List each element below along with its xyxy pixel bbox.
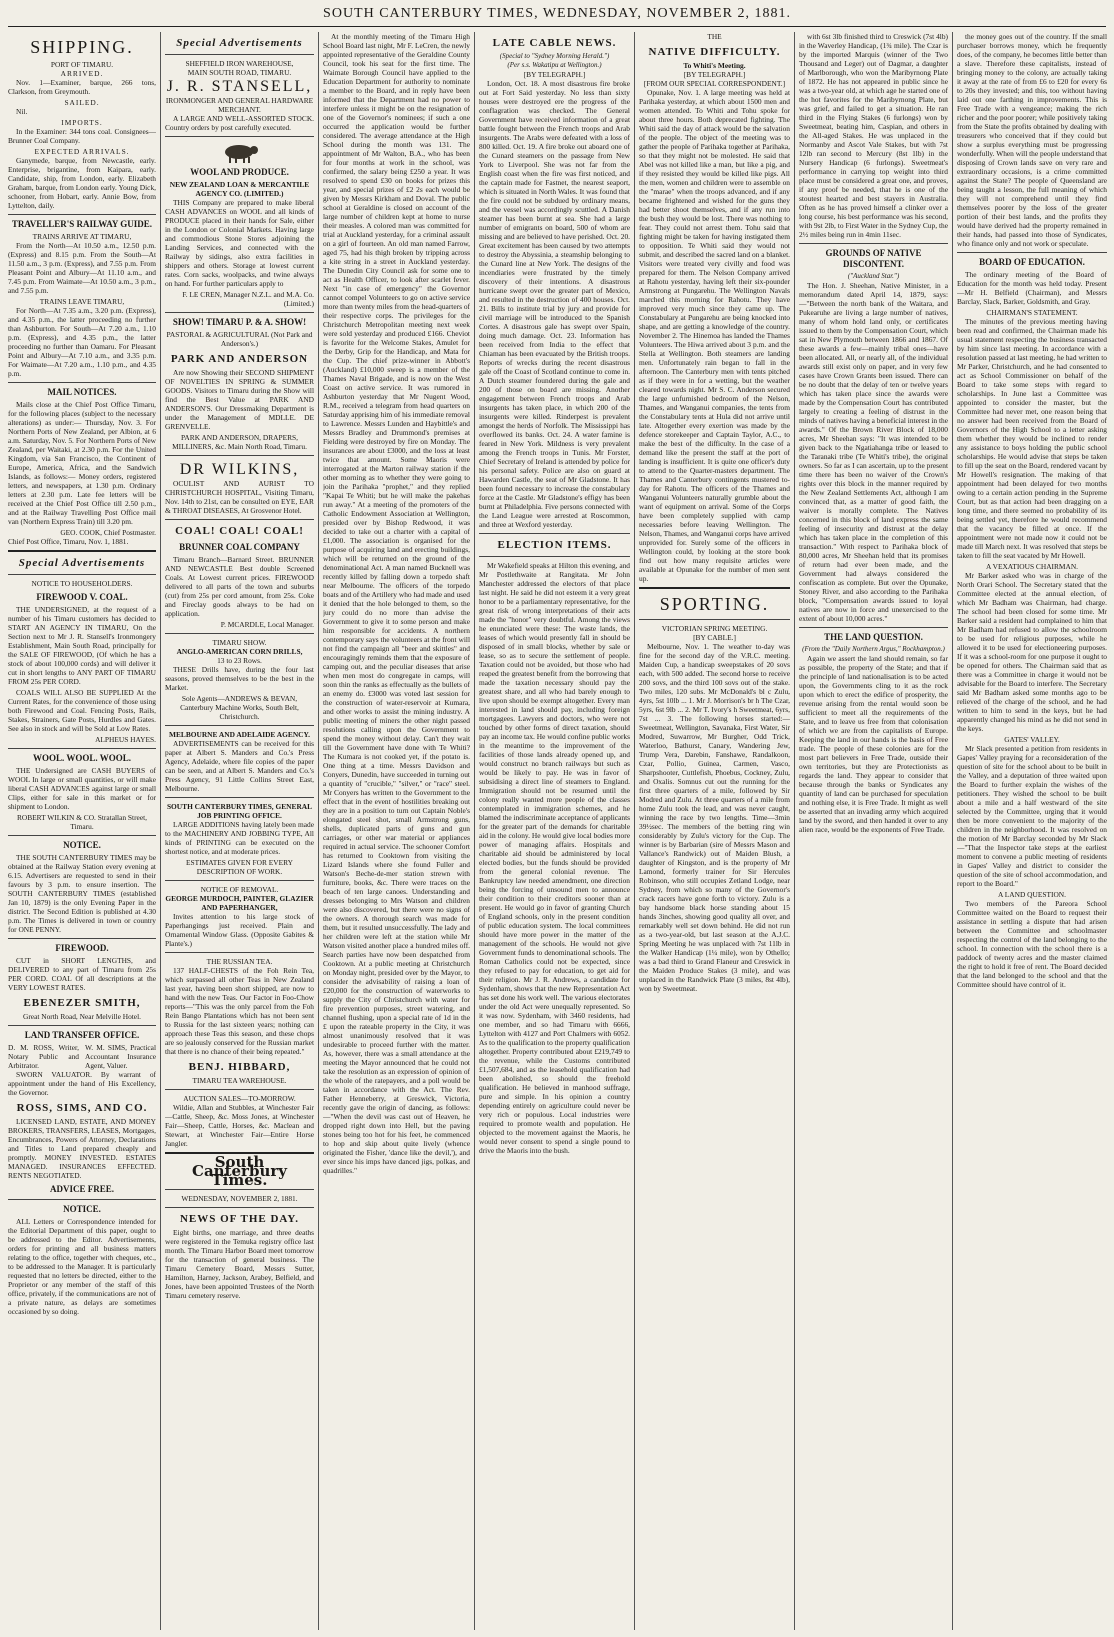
firewood2-title: FIREWOOD. [55, 943, 109, 953]
board-title: BOARD OF EDUCATION. [979, 257, 1085, 267]
sheffield-address: MAIN SOUTH ROAD, TIMARU. [187, 68, 292, 77]
firewood-text: THE UNDERSIGNED, at the request of a number of his Timaru customers has decided to START AN AGENCY IN TIMARU, On the Section next to Mr J. R. Stansell's Ironmongery Establishment, Main South Road, principally for the SALE OF FIREWOOD, (Of which he has a stock of about 100,000 cords) and will deliver it cut in short lengths to ANY PART OF TIMARU FROM 25s PER CORD. [8, 605, 156, 686]
notice2-title: NOTICE. [63, 1204, 101, 1214]
column-6 [799, 32, 948, 1630]
native-text: Opunake, Nov. 1. A large meeting was held at Parihaka yesterday, at which about 1500 men and women attended. To Whiti and Tohu spoke for about three hours. Both deprecated fighting. The Whiti said the day of attack would be the salvation of the people. The object of the meeting was to gather the people of Parihaka together at Parihaka, so that they might not be molested. He said that Abel was not killed like a man, but like a pig, and if they resisted they would be killed like pigs. All the men, women and children were to assemble on the "marae" when the troops advanced, and if any became frightened and wished for the guns they had better shoot themselves, and if any run into the bush they would be lost. There was nothing to fear. They could not arrest them. Tohu said that fighting might be taken for having instigated them to opposition. Te Whiti said they would not submit, and described the sacred land on a blanket. Visitors were treated very civilly and food was prepared for them. The Nelson Company arrived at Rahotu yesterday, having left their six-pounder Armstrong at Pungarehu. The Wellington Navals marched this morning for Rahotu. They have improved very much since they came up. The Constabulary at Pungarehu are being knocked into shape, and are getting a knowledge of the country. November 2. The Hinemoa has landed the Thames Volunteers. The Hiwa arrived about 3 p.m. and the Stella at Wellington. Both steamers are landing men. Unfortunately rain began to fall in the afternoon. The Canterbury men with tents pitched as if they were in for a wetting, but the weather cleared towards night. Mr S. C. Anderson secured the large unfurnished bedroom of the Nelson, Thames, and Wanganui companies, the tents from the Constabulary tents at Hula did not arrive until late. Altogether every exertion was made by the defence storekeeper and Captain Taylor, A.C., to make the best of the difficulty. In the case of a demand like the present the staff at the port of landing is insufficient. It is quite one officer's duty to attend to the Quarter-masters department. The Thames and Canterbury contingents mustered to-day for Rahotu. The officers of the Thames and Wanganui Volunteers naturally grumble about the want of equipment on arrival. Some of the Corps have been completely supplied with camp necessaries before leaving Wellington. The Nelson, Thames, and Wanganui corps have arrived unprovided for. Surely some of the officers in Wellington could, by looking at the store book find out how many requisite articles were available at Opunake for the number of men sent up. [639, 88, 790, 583]
wool-sign: ROBERT WILKIN & CO. Stratallan Street, Timaru. [16, 813, 148, 831]
notice-title: NOTICE. [63, 840, 101, 850]
nzloan-text: THIS Company are prepared to make liberal CASH ADVANCES on WOOL and all kinds of PRODUCE placed in their hands for Sale, either in the London or Colonial Markets. Having large and commodious Stone Stores adjoining the Landing Services, and connected with the Railway by sidings, also extra facilities in shippers and others. Storage at lowest current rates. Corn sacks, woolpacks, and twine always on hand. For further particulars apply to [165, 198, 314, 288]
election-title: ELECTION ITEMS. [497, 539, 612, 551]
cable-text: London, Oct. 18. A most disastrous fire broke out at Fort Said yesterday. No less than sixty houses were destroyed ere the progress of the conflagration was checked. The General Government have received information of a great battle fought between the French troops and Arab insurgents. The Arabs were defeated with a loss of 800 killed. Oct. 19. A fire broke out aboard one of the Cunard steamers on the passage from New York to Liverpool. She was not far from the English coast when the fire was first noticed, and the captain made for Fastnet, the nearest seaport, which is situated in North Wales. It was found that the fire could not be subdued by ordinary means, and the vessel was accordingly scuttled. A Danish steamer has been burnt at sea. She had a large number of emigrants on board, 500 of whom are missing and are believed to have perished. Oct. 20. Great excitement has been caused by two attempts to destroy the Abyssinia, a steamship belonging to the Cunard line at New York. The designs of the incendiaries were frustrated by the timely discovery of their intentions. A disastrous hurricane swept over the greater part of Mexico, and resulted in the destruction of 400 houses. Oct. 21. Bills to institute trial by jury and provide for civil marriage will be introduced to the Spanish Cortes. A disastrous gale has swept over Spain, doing much damage. Oct. 23. Information has been received from India to the effect that Chiaman has been evacuated by the British troops. Reports of wrecks during the recent disastrous gale off the Coast of Scotland continue to come in. A Dutch steamer foundered during the gale and 200 of those on board are missing. Another engagement between French troops and Arab insurgents has taken place, in which 200 of the insurgents were killed. Rinderpest is prevalent amongst the herds of Norfolk. The Mississippi has overflowed its banks. Oct. 24. A water famine is feared in New York. Mildness is very prevalent among the French troops in Tunis. Mr Forster, Chief Secretary of Ireland is attended by police for his personal safety. Police are also on guard at Hawarden Castle, the seat of Mr Gladstone. It has been found necessary to increase the constabulary force at the Castle. Mr Gladstone's effigy has been burnt at Philadelphia. Five persons connected with the Land League were arrested at Roscommon, and three at Wexford yesterday. [479, 79, 630, 529]
land-question-text: Again we assert the land should remain, so far as possible, the property of the State; and that if the principle of land nationalisation is to be acted upon, the Governments cling to it as the rock upon which to erect the edifice of prosperity, the revenue arising from the rental would soon be sufficient to meet all the requirements of the State, and to leave us free from that colonisation of which we are from the capitalists of Europe. Keeping the land in our hands is the basis of Free trade. The people of these colonies are for the most part believers in Free Trade, outside their own territories, but they are Protectionists as regards the land. They appear to consider that because through the banks or Syndicates any quantity of land can be purchased for speculation and nothing else, it is Free Trade. It might as well be asserted that an invading army which acquired land by the sword, and then handed it over to any alien race, would be the exponents of Free Trade. [799, 654, 948, 834]
mail-text: Mails close at the Chief Post Office Timaru, for the following places (subject to the necessary alterations) as under:— Thursday, Nov. 3. For Northern Ports of New Zealand, per Albion, at 6 a.m. Saturday, Nov. 5. For Northern Ports of New Zealand, per Waitaki, at 2.30 p.m. For the United Kingdom, via San Francisco, the Continent of Europe, America, Africa, and the Sandwich Islands, as follows:— Money orders, registered letters, and newspapers, at 1.30 p.m. Ordinary letters at 2.30 p.m. Late fee letters will be received at the Chief Post Office till 2.50 p.m., and at the Railway Travelling Post Office mail van (Northern Express Train) till 3.20 pm. [8, 400, 156, 526]
show-sub: PASTORAL & AGRICULTURAL (Not Park and Anderson's.) [166, 330, 313, 348]
land-continued: the money goes out of the country. If the small purchaser borrows money, which he frequently does, of the company, he becomes little better than a slave. Therefore these capitalists, instead of bringing money to the colony, are actually taking it away at the rate of from £6 to £20 for every 6s to 20s they invested; and this, too without having laid out one farthing in improvements. This is Free Trade with a vengeance; making the rich richer and the poor poorer; while positively taking from the State the profits obtained by dealing with treasurers who conceived that if they could but show a surplus everything must be progressing wonderfully. When will the people understand that disposing of Crown lands save on very rare and extraordinary occasions, is a crime committed against the State? The people of Queensland are being taught a lesson, the full meaning of which they will not comprehend until they find themselves poorer by the loss of the greater portion of their best lands, and the profits they would have derived had the property remained in their hands, had passed into those of Syndicates, who finance only and not work or speculate. [957, 32, 1107, 248]
householders-heading: NOTICE TO HOUSEHOLDERS. [31, 579, 133, 588]
vacancy-title: A VEXATIOUS CHAIRMAN. [985, 562, 1079, 571]
column-separator [474, 32, 475, 1630]
column-separator [952, 32, 953, 1630]
timaru-show: TIMARU SHOW. [212, 638, 267, 647]
column-5 [639, 32, 790, 1630]
auction-title: AUCTION SALES—TO-MORROW. [183, 1094, 296, 1103]
cable-title: LATE CABLE NEWS. [492, 37, 617, 49]
notice2-text: ALL Letters or Correspondence intended for the Editorial Department of this paper, ought to be addressed to the Editor. Advertisements, orders for printing and all business matters relating to the office, together with cheques, etc., to be addressed to the Manager. It is particularly requested that no letters be directed, either to the Proprietor or any member of the staff of this office, privately, if the communications are not of a private nature, as delays are sometimes occasioned by so doing. [8, 1217, 156, 1316]
firewood-title: FIREWOOD V. COAL. [36, 592, 128, 602]
native-title: NATIVE DIFFICULTY. [648, 46, 781, 58]
native-sub: To Whiti's Meeting. [683, 61, 746, 70]
cable-sub1: (Special to "Sydney Morning Herald.") [499, 52, 610, 60]
land-q-title: A LAND QUESTION. [998, 890, 1066, 899]
expected-label: EXPECTED ARRIVALS. [34, 147, 130, 156]
mail-title: MAIL NOTICES. [47, 387, 117, 397]
hibbard-name: BENJ. HIBBARD, [188, 1061, 291, 1073]
firewood2-text: CUT in SHORT LENGTHS, and DELIVERED to any part of Timaru from 25s PER CORD. COAL Of all descriptions at the VERY LOWEST RATES. [8, 956, 156, 992]
wilkins-title: DR WILKINS, [179, 461, 300, 478]
grounds-sub: ("Auckland Star.") [847, 272, 900, 280]
drills-text: THESE Drills have, during the four last seasons, proved themselves to be the best in the Market. [165, 665, 314, 692]
melbourne-text: ADVERTISEMENTS can be received for this paper at Albert S. Manders and Co.'s Press Agency, Adelaide, where file copies of the paper can be seen, and at Albert S. Manders and Co.'s Press Agency, 91 Little Collins Street East, Melbourne. [165, 739, 314, 793]
arrive-text: From the North—At 10.50 a.m., 12.50 p.m. (Express) and 8.15 p.m. From the South—At 11.50 a.m., 3 p.m. (Express), and 7.55 p.m. From Pleasant Point and Albury—At 11.10 a.m., and 7.45 p.m. From Waimate—At 10.50 a.m., 3 p.m., and 7.55 p.m. [8, 241, 156, 295]
land-question-title: THE LAND QUESTION. [824, 632, 923, 642]
sworn-text: SWORN VALUATOR. By warrant of appointment under the hand of His Excellency, the Governor. [8, 1070, 156, 1097]
chairman-title: CHAIRMAN'S STATEMENT. [986, 308, 1078, 317]
nzloan-title: NEW ZEALAND LOAN & MERCANTILE AGENCY CO. (LIMITED.) [169, 180, 310, 198]
land-left: D. M. ROSS, Writer, Notary Public and Arbitrator. [8, 1043, 79, 1070]
advice-free: ADVICE FREE. [49, 1184, 114, 1194]
wool-produce-title: WOOL AND PRODUCE. [190, 167, 289, 177]
news-continued-text: At the monthly meeting of the Timaru High School Board last night, Mr F. LeCren, the newly appointed representative of the Geraldine County Council, took his seat for the first time. The Waimate Borough Council have applied to the Education Department for authority to nominate a member to the Board, and in reply have been informed that the Department had no power to interfere unless it might be on the resignation of one of the Governor's nominees; if such a one occurred the application would be further considered. The average attendance at the High School during the month was 131. The appointment of Mr Walton, B.A., who has been for four months at work in the school, was confirmed, the salary being £250 a year. It was resolved to spend £30 on books for prizes this year, and special prizes of £2 2s each would be given by Messrs Kirkham and Doval. The public school at Geraldine is closed on account of the large number of children kept at home to nurse their measles. A colored man was committed for trial at Auckland yesterday, for a criminal assault on a girl of fourteen. An old man named Farrow, aged 75, had his thigh broken by tripping across a kite string in a street in Auckland yesterday. The Dunedin City Council ask for some one to act as Health Officer, to look after scarlet fever. Next "in case of emergency" the Governor cannot compel Volunteers to go on active service more than twenty miles from the head-quarters of their respective corps. The privileges for the Christchurch Metropolitan meeting next week were sold yesterday and produced £166. Cheviot is favorite for the Welcome Stakes, Amulet for the Derby, Grip for the Handicap, and Mata for the Cup. The chief prize-winner in Abbott's (Auckland) £10,000 sweep is a member of the Thames Naval Brigade, and is now on the West Coast on active service. It was rumored in Ashburton yesterday that Mr Nugent Wood, R.M., received a telegram from head quarters on Saturday apprising him of his immediate removal to Lawrence. Messrs Lunden and Haybittle's and Messrs Bradley and Drummond's premises at Fielding were destroyed by fire on Monday. The insurances are about £3000, and the loss at least twice that amount. Some Maoris were interrogated at the Marton railway station if the other morning as to whether they were going to join the Parihaka "prophet," and they replied "Kapai Te Whiti; but he will make the pakehas run away." At a meeting of the promoters of the Catholic Endowment Association at Wellington, presided over by Bishop Redwood, it was decided to take out a charter with a capital of £1,000. The association is organised for the purpose of acquiring land and erecting buildings, which will be returned on the ground of the denominational Act. A man named Bucknell was recently killed by falling down a torpedo shaft near Melbourne. The officers of the torpedo boats and of the Artillery who had made and used it denied that the hole belonged to them, so the jury could do no more than advise the Government to give it to some person and make him responsible for accidents. A northern contemporary says the volunteers at the front will not find the campaign all "beer and skittles" and encouragingly reminds them that the exposure of camping out, and the peculiar diseases that arise when men most do congregate in camps, will soon thin the ranks as effectually as the bullets of an enemy do. £3000 was voted last session for the construction of water-reservoir at Kumara, and other works to assist the mining industry. A public meeting of miners the other night passed resolutions calling upon the Government to spend the money without delay. Can't they wait till the Government have done with Te Whiti? The Kumara is not cooked yet, if the potato is. One thing at a time. Messrs Davidson and Conyers, Dunedin, have succeeded in turning out a quantity of "crucible," "silver," or "race" steel. Mr Conyers has written to the Government to the effect that in the event of hostilities breaking out they are in a position to turn out Captain Noble's elongated steel shot, small Armstrong guns, shells, duplicated parts of guns and gun carriages, or other war material or appliances required in actual service. The schooner Comfort has returned to Cooktown from visiting the Lizard Islands where she found Fuller and Watson's Beche-de-mer station strewn with furniture, books, &c. There were traces on the beach of ten large canoes. Understanding and dresses belonging to Mrs Watson and children were also discovered, but there were no signs of the owners. A thorough search was made for them, but it resulted unsuccessfully. The lady and her children were left at the station while Mr Watson visited another place a hundred miles off. Search parties have now been despatched from Cooktown. At a public meeting at Christchurch on Monday night, presided over by the Mayor, to consider the advisability of raising a loan of £20,000 for the construction of waterworks to supply the City of Christchurch with water for fire prevention purposes, street watering, and channel flushing, upon a special rate of 1d in the £ upon the rateable property in the City, it was almost unanimously resolved that it was undesirable to proceed further with the matter. As, however, there was a small attendance at the meeting the Mayor announced that he could not take the resolution as an expression of opinion of the whole of the ratepayers, and a poll would be taken in accordance with the Act. The Rev. Father Henneberry, at Greswick, Victoria, recently gave the origin of dancing, as follows:—"When the devil was cast out of Heaven, he dropped right down into Hell, but the paving stones being too hot for his feet, he commenced to hop and skip about quite lively (whence originated the Fisher, 'dance like the devil,'), and ever since his imps have danced jigs, polkas, and quadrilles." [323, 32, 470, 1175]
stansell-text: A LARGE AND WELL-ASSORTED STOCK. Country orders by post carefully executed. [165, 114, 314, 132]
grounds-title: GROUNDS OF NATIVE DISCONTENT. [825, 248, 922, 269]
arrive-title: TRAINS ARRIVE AT TIMARU, [32, 232, 132, 241]
cable-sub3: [BY TELEGRAPH.] [523, 70, 586, 79]
land-q-text: Two members of the Pareora School Committee waited on the Board to request their assistance in settling a dispute that had arisen between the Committee and schoolmaster respecting the control of the land belonging to the school. In connection with the school there is a paddock of twenty acres and the master claimed the right to hold it free of rent. The Board decided that the land belonged to the school and that the Committee should have control of it. [957, 899, 1107, 989]
wool-text: THE Undersigned are CASH BUYERS of WOOL In large or small quantities, or will make liberal CASH ADVANCES against large or small Clips, either for sale in this market or for shipment to London. [8, 766, 156, 811]
drills-sign: Sole Agents—ANDREWS & BEVAN, Canterbury Machine Works, South Belt, Christchurch. [180, 694, 299, 721]
land-question-sub: (From the "Daily Northern Argus," Rockhampton.) [802, 645, 945, 653]
column-4 [479, 32, 630, 1630]
column-separator [318, 32, 319, 1630]
hibbard-sub: TIMARU TEA WAREHOUSE. [192, 1076, 287, 1085]
sheffield-heading: SHEFFIELD IRON WAREHOUSE, [185, 59, 294, 68]
sporting-title: SPORTING. [659, 594, 770, 614]
news-text: Eight births, one marriage, and three deaths were registered in the Temuka registry office last month. The Timaru Harbor Board meet tomorrow for the transaction of general business. The Timaru Cemetery Board, Messrs Sutter, Hamilton, Harney, Jackson, Arabey, Belfield, and Jones, have been appointed Trustees of the North Timaru cemetery reserve. [165, 1228, 314, 1300]
column-7 [957, 32, 1107, 1630]
vrc-text: Melbourne, Nov. 1. The weather to-day was fine for the second day of the V.R.C. meeting. Maiden Cup, a handicap sweepstakes of 20 sovs each, with 500 added. The second horse to receive 200 sovs, and the third 100 sovs out of the stake. Two miles, 120 subs. Mr McDonald's bl c Zulu, 4yrs, 5st 10lb ... 1. Mr J. Morrison's br h The Czar, 5yrs, 6st 9lb ... 2. Mr T. Ivory's h Sweetmeat, 6yrs, 7st ... 3. The following horses started:—Sweetmeat, Wellington, Savanaka, First Water, Sir Modred, Suwarrow, Mr Burgher, Odd Trick, Waterloo, Bathurst, Canary, Wandering Jew, Trump Vera, Darebin, Fanshawe, Randalkoon, Czar, Pollio, Guinea, Carmen, Vasco, Sharpshooter, Cuttlefish, Phoebus, Cockney, Zulu, and Oxalis. Somnus cut out the running for the first three quarters of a mile, followed by Sir Modred and Zulu. At three quarters of a mile from home Zulu took the lead, and was never caught, winning the race by two lengths. Time—3min 39½sec. The members of the betting ring win considerably by Zulu's victory for the Cup. The winner is by Barbarian (sire of Messrs Mason and Vallance's Randwick) out of Maiden Blush, a daughter of Kingston, and is the property of Mr Lamond, formerly trainer for Sir Hercules Robinson, who still occupies Zetland Lodge, near Sydney, from which so many of the Governor's crack racers have gone forth to victory. Zulu is a bay handsome black horse standing about 15 hands 3inches, showing good quality all over, and remarkably well set down behind. He did not run as a two-year-old, but last season at the A.J.C. Spring Meeting he was unplaced with 7st 11lb in the Walker Handicap (1¼ mile), won by Othello; was a bad third to Grand Flaneur and Creswick in the Maiden Produce Stakes (3 mile), and was unplaced in the Randwick Plate (3 miles, 8st 4lb), won by Sweetmeat. [639, 642, 790, 993]
native-sub3: [FROM OUR SPECIAL CORRESPONDENT.] [643, 79, 786, 88]
news-title: NEWS OF THE DAY. [179, 1213, 300, 1225]
grounds-text: The Hon. J. Sheehan, Native Minister, in a memorandum dated April 14, 1879, says:—"Between the north bank of the Waitara, and Pukearuhe are living a large number of natives, many of whom hold land only, or certificates issued to them by the Compensation Court, which sat in New Plymouth between 1866 and 1867. Of these awards a few—mainly tribal ones—have been allocated. All, or nearly all, of the individual awards still exist only on paper, and in very few cases have Crown Grants been issued. There can be no doubt that the delay of ten or twelve years which has taken place since the awards were made by the Compensation Court has contributed largely to creating a feeling of distrust in the minds of natives having a beneficial interest in the awards." Of the Brown River Block of 18,000 acres, Mr Sheehan says: "It was intended to be given back to the Ngatiahanga tribe or leased to the Taranaki tribe (Te Whiti's tribe), the original owners. So far as I can ascertain, up to the present time there has been no waiver of the Crown's rights over this block in the manner required by the New Zealand Settlements Act, although I am convinced that, as a matter of good faith, the waiver is morally complete. The Natives concerned in this block of land express the same feeling of insecurity and distrust at the delay which has taken place in the completion of this transaction." With respect to Parihaka block of 80,000 acres, Mr Sheehan held that its promises of return had ever been made, and the Government had always considered the confiscation as complete. But over the Opunake, Stoney River, and also according to the Parihaka block, "Compensation awards issued to loyal natives are now in force and unexercised to the extent of about 10,000 acres." [799, 281, 948, 623]
chairman-text: The minutes of the previous meeting having been read and confirmed, the Chairman made his usual statement respecting the business transacted by him since last meeting. In accordance with a resolution passed at last meeting, he had written to Mr Parker, Christchurch, and he had consented to act as School Commissioner on behalf of the Board to take some steps with regard to scholarships. In June last a Committee was appointed to consider the master, but the Committee had never met, one reason being that no answer had been received from the Board of Governors of the High School to a letter asking them whether they would be inclined to render any assistance to boys holding the public school scholarships. He would advise that steps be taken to fill up the seat on the Board, rendered vacant by Mr Howell's resignation. The making of that appointment had been delayed for two months owing to a certain action pending in the Supreme Court, but as that action had been dragging on a long time, and there seemed no probability of its being settled yet, therefore he would recommend that the vacancy be filled at once. If the appointment were not made now it could not be made till March next. It was resolved that steps be taken to fill the seat vacated by Mr Howell. [957, 317, 1107, 560]
arrived-text: Nov. 1—Examiner, barque, 266 tons, Clarkson, from Greymouth. [8, 78, 156, 96]
shipping-title: SHIPPING. [30, 37, 134, 57]
tea-text: 137 HALF-CHESTS of the Foh Rein Tea, which surpassed all other Teas in New Zealand last year, having been short shipped, are now to hand with the new Teas. Our Factor in Foo-Chow reports—"This was the only parcel from the Foh Rein Bango Plantations which has not been sent to Russia for the last sixteen years; nothing can approach these Teas this season, and these chops are so jealously conserved for the Russian market that there is no chance of their being repeated." [165, 966, 314, 1056]
auction-text: Wildie, Allan and Stubbles, at Winchester Fair—Cattle, Sheep, &c. Moss Jones, at Winchester Fair—Sheep, Cattle, Horses, &c. Maclean and Stewart, at Winchester Fair—Entire Horse Jangler. [165, 1103, 314, 1148]
column-1 [8, 32, 156, 1630]
wool-title: WOOL. WOOL. WOOL. [33, 753, 131, 763]
brunner-sign: P. MCARDLE, Local Manager. [220, 620, 314, 629]
column-separator [634, 32, 635, 1630]
show-title: SHOW! TIMARU P. & A. SHOW! [172, 317, 307, 327]
wilkins-text: OCULIST AND AURIST TO CHRISTCHURCH HOSPITAL, Visiting Timaru, Nov. 14th to 21st, can be consulted on EYE, EAR & THROAT DISEASES, At Grosvenor Hotel. [165, 479, 314, 515]
imports-label: IMPORTS. [61, 118, 103, 127]
murdoch-text: Invites attention to his large stock of Paperhangings just received. Plain and Ornamental Window Glass. (Opposite Gabites & Plante's.) [165, 912, 314, 948]
expected-text: Ganymede, barque, from Newcastle, early. Enterprise, brigantine, from Kaipara, early. Candidate, ship, from London, early. Elizabeth Graham, barque, from London early. Young Dick, schooner, from Hobart, early. Annie Bow, from Lyttelton, daily. [8, 156, 156, 210]
estimates: ESTIMATES GIVEN FOR EVERY DESCRIPTION OF WORK. [186, 858, 293, 876]
sheep-icon [217, 141, 263, 163]
vrc-sub: [BY CABLE.] [693, 633, 736, 642]
paper-date: WEDNESDAY, NOVEMBER 2, 1881. [181, 1194, 298, 1203]
column-separator [160, 32, 161, 1630]
railway-title: TRAVELLER'S RAILWAY GUIDE. [11, 219, 153, 229]
park-sign: PARK AND ANDERSON, DRAPERS, MILLINERS, &c. Main North Road, Timaru. [172, 433, 307, 451]
column-separator [794, 32, 795, 1630]
gates-text: Mr Slack presented a petition from residents in Gapes' Valley praying for a reconsideration of the question of site for the school about to be built in the Valley, and a deputation of three waited upon the Board to further explain the wishes of the petitioners. They wished the school to be built about a mile and a half westward of the site selected by the Committee, urging that it would then be more convenient to the majority of the children in the neighborhood. It was resolved on the motion of Mr Barclay seconded by Mr Slack—"That the Inspector take steps at the earliest moment to convene a public meeting of residents in Gapes' Valley and district to consider the question of the site of school accommodation, and report to the Board." [957, 744, 1107, 888]
ebenezer-name: EBENEZER SMITH, [23, 997, 141, 1009]
mail-date: Chief Post Office, Timaru, Nov. 1, 1881. [8, 537, 129, 546]
masthead: SOUTH CANTERBURY TIMES, WEDNESDAY, NOVEMBER 2, 1881. [323, 6, 791, 21]
coal-title: COAL! COAL! COAL! [175, 525, 304, 537]
removal-title: NOTICE OF REMOVAL. [200, 885, 279, 894]
rossims-text: LICENSED LAND, ESTATE, AND MONEY BROKERS, TRANSFERS, LEASES, Mortgages, Encumbrances, Powers of Attorney, Declarations and Titles to Land prepared cheaply and promptly. MONEY INVESTED. ESTATES MANAGED. INSURANCES EFFECTED. RENTS NEGOTIATED. [8, 1117, 156, 1180]
vacancy-text: Mr Barker asked who was in charge of the North Orari School. The Secretary stated that the Committee elected at the annual election, of which Mr Badham was Chairman, had charge. The school had been closed for some time. Mr Barker said a resident had complained to him that Mr Badham had refused to allow the schoolroom to be used for religious purposes, while he allowed it to be used for electioneering purposes. If it was a school-room for one purpose it ought to be opened for others. The Chairman said that as there was a Committee in charge it would not be advisable for the Board to interfere. The Secretary said Mr Badham asked some months ago to be relieved of the charge of the school, and he had written to him to send in the keys, but he had apparently changed his mind as he did not send in the keys. [957, 571, 1107, 733]
land-right: W. M. SIMS, Practical Accountant Insurance Agent, Valuer. [85, 1043, 156, 1070]
drills-title: ANGLO-AMERICAN CORN DRILLS, [176, 647, 303, 656]
ebenezer-address: Great North Road, Near Melville Hotel. [22, 1012, 141, 1021]
park-text: Are now Showing their SECOND SHIPMENT OF NOVELTIES IN SPRING & SUMMER GOODS. Visitors to Timaru during the Show will find the Best Value at PARK AND ANDERSON'S. Our Dressmaking Department is under the Management of MDLLE. DE GRENVELLE. [165, 368, 314, 431]
nzloan-sign: F. LE CREN, Manager N.Z.L. and M.A. Co. (Limited.) [182, 290, 314, 308]
sailed-text: Nil. [16, 107, 28, 116]
native-the: THE [707, 32, 722, 41]
printing-title: SOUTH CANTERBURY TIMES, GENERAL JOB PRINTING OFFICE. [166, 802, 313, 820]
notice-text: THE SOUTH CANTERBURY TIMES may be obtained at the Railway Station every evening at 6.15. Advertisers are requested to send in their favours by 3 p.m. to ensure insertion. The SOUTH CANTERBURY TIMES (established Jan 10, 1879) is the only Evening Paper in the district. The Second Edition is published at 4.30 p.m. The Times is delivered in town or country for ONE PENNY. [8, 853, 156, 934]
drills-sub: 13 to 23 Rows. [217, 656, 262, 665]
stansell-name: J. R. STANSELL, [166, 78, 313, 95]
leave-title: TRAINS LEAVE TIMARU, [39, 297, 125, 306]
land-transfer-title: LAND TRANSFER OFFICE. [24, 1030, 140, 1040]
imports-text: In the Examiner: 344 tons coal. Consignees—Brunner Coal Company. [8, 127, 156, 145]
coals-text: COALS WILL ALSO BE SUPPLIED At the Current Rates, for the convenience of those using both Firewood and Coal. Fencing Posts, Rails, Stakes, Strainers, Gate Posts, Hurdles and Gates. See also in stock and will be Sold at Low Rates. [8, 688, 156, 733]
cable-sub2: (Per s.s. Wakatipu at Wellington.) [507, 61, 602, 69]
rossims-title: ROSS, SIMS, AND CO. [16, 1102, 148, 1114]
special-ads-title: Special Advertisements [18, 557, 146, 569]
vrc-title: VICTORIAN SPRING MEETING. [661, 624, 768, 633]
column-3 [323, 32, 470, 1630]
special-ads-title-2: Special Advertisements [176, 37, 303, 49]
leave-text: For North—At 7.35 a.m., 3.20 p.m. (Express), and 4.35 p.m., the latter proceeding no further than Ashburton. For South—At 7.20 a.m., 1.10 p.m. (Express), and 4.35 p.m., the latter proceeding no further than Oamaru. For Pleasant Point and Albury—At 7.10 a.m., and 3.35 p.m. For Waimate—At 7.20 a.m., 1.10 p.m., and 4.35 p.m. [8, 306, 156, 378]
printing-text: LARGE ADDITIONS having lately been made to the MACHINERY AND JOBBING TYPE, All kinds of PRINTING can be executed on the shortest notice, and at moderate prices. [165, 820, 314, 856]
gates-title: GATES' VALLEY. [1004, 735, 1060, 744]
native-sub2: [BY TELEGRAPH.] [683, 70, 746, 79]
election-text: Mr Wakefield speaks at Hilton this evening, and Mr Postlethwaite at Rangitata. Mr John Manchester addressed the electors of that place last night. He said he did not esteem it a very great honor to be a parliamentary representative, for the great risk of wrong interpretations of their acts made the "honor" very doubtful. Among the views he enunciated were these: The waste lands, the leases of which would presently fall in should be disposed of in small blocks, whether by sale or lease, so as to secure the settlement of people. Taxation could not be avoided, but those who had reaped the greatest benefit from the borrowing that made the taxation necessary should pay the greatest share, and all who had barely enough to live upon should be exempt altogether. Every man interested in land should pay, including foreign mortgagees. Lawyers and doctors, who were not touched by other forms of direct taxation, should pay an income tax. He would confine public works in the meantime to the improvement of the facilities of those lands already opened up, and would construct no branch railways but such as would be likely to pay. He was in favor of subsidising a direct line of steamers to England. Immigration should not be resumed until the colony really wanted more people of the classes contemplated in immigration schemes, and he blamed the indiscriminate acceptance of applicants for the greater part of the demands for charitable aid in the colony. He would give local bodies more power of managing affairs. Hospitals and charitable aid should be administered by local elected bodies, but the funds should be provided from the general colonial revenue. The Bankruptcy law needed amendment, one direction being the forcing of unsound men to announce their condition to their creditors sooner than at present. He would go in favor of granting Church of England schools, only in the present condition of public education system. The local committees should have more power in the matter of the management of the schools. He would not give Government funds to denominational schools. The Roman Catholics could not be expected, since they refused to pay for education, to get aid for their religion. Mr J. R. Andrews, a candidate for Sydenham, shows that the new Representation Act has set done his work well. The various electorates under the old Act were unequally represented. So it was now. Sydenham, with 3460 residents, had one member, and so had Timaru with 6666, Lyttelton with 4127 and Port Chalmers with 6052. As to the qualification to the property qualification altogether. Property contributed about £219,749 to the revenue, while the Customs contributed £1,507,684, and as the leasehold qualification had been abolished, so should the freehold qualification. He believed in manhood suffrage, pure and simple. In his opinion a country depending entirely on agriculture could never be very rich or populous. Local industries were required to promote wealth and population. He objected to the movement against the Maoris, he would never consent to spend a single pound to drive the Maoris into the bush. [479, 561, 630, 1155]
brunner-title: BRUNNER COAL COMPANY [179, 542, 300, 552]
brunner-text: Timaru Branch—Barnard Street. BRUNNER AND NEWCASTLE Best double Screened Coals. At Lowest current prices. FIREWOOD delivered to all parts of the town and suburbs (cut) from 25s per cord amount, from 25s. Coke and Fireclay goods always to be had on application. [165, 555, 314, 618]
sailed-label: SAILED. [64, 98, 100, 107]
top-rule [8, 26, 1106, 27]
port-heading: PORT OF TIMARU. [50, 60, 114, 69]
sporting-continued: with 6st 3lb finished third to Creswick (7st 4lb) in the Waverley Handicap, (1¾ mile). The Czar is by the imported Marquis (winner of the Two Thousand and Leger) out of Dagmar, a daughter of Marlborough, who won the Maribyrnong Plate of 1872. He has not appeared in public since he was a two-year old, at which age he started one of the hot favorites for the Maribyrnong Plate, but was grief, and failed to get a situation. He ran third in the Flying Stakes (6 furlongs) won by Sweetmeat, beating him, Caspian, and others in the All-aged Stakes. He was unplaced in the Normanby and Ascot Vale Stakes, but with 7st 12lb ran second to Mercury (8st 1lb) in the Nursery Handicap (6 furlongs). Sweetmeat's performance in carrying top weight into third place must be considered a great one, and proves, if any proof be needed, that he is one of the stoutest hearted and best stayers in Australia. Often as he has proved himself a clinker over a long course, his best performance was his second, with 9st 2lb, to First Water in the Sydney Cup, the 2½ miles being run in 4min 11sec. [799, 32, 948, 239]
firewood-sign: ALPHEUS HAYES. [95, 735, 156, 744]
park-anderson-title: PARK AND ANDERSON [170, 353, 309, 365]
tea-title: THE RUSSIAN TEA. [206, 957, 273, 966]
board-text: The ordinary meeting of the Board of Education for the month was held today. Present—Mr H. Belfield (Chairman), and Messrs Barclay, Slack, Barker, Goldsmith, and Gray. [957, 270, 1107, 306]
paper-title: South Canterbury Times. [192, 1153, 287, 1189]
column-2 [165, 32, 314, 1630]
stansell-trade: IRONMONGER AND GENERAL HARDWARE MERCHANT. [165, 96, 314, 114]
arrived-label: ARRIVED. [60, 69, 104, 78]
mail-sign: GEO. COOK, Chief Postmaster. [60, 528, 156, 537]
murdoch-title: GEORGE MURDOCH, PAINTER, GLAZIER AND PAPERHANGER, [165, 894, 314, 912]
melbourne-title: MELBOURNE AND ADELAIDE AGENCY. [169, 730, 310, 739]
